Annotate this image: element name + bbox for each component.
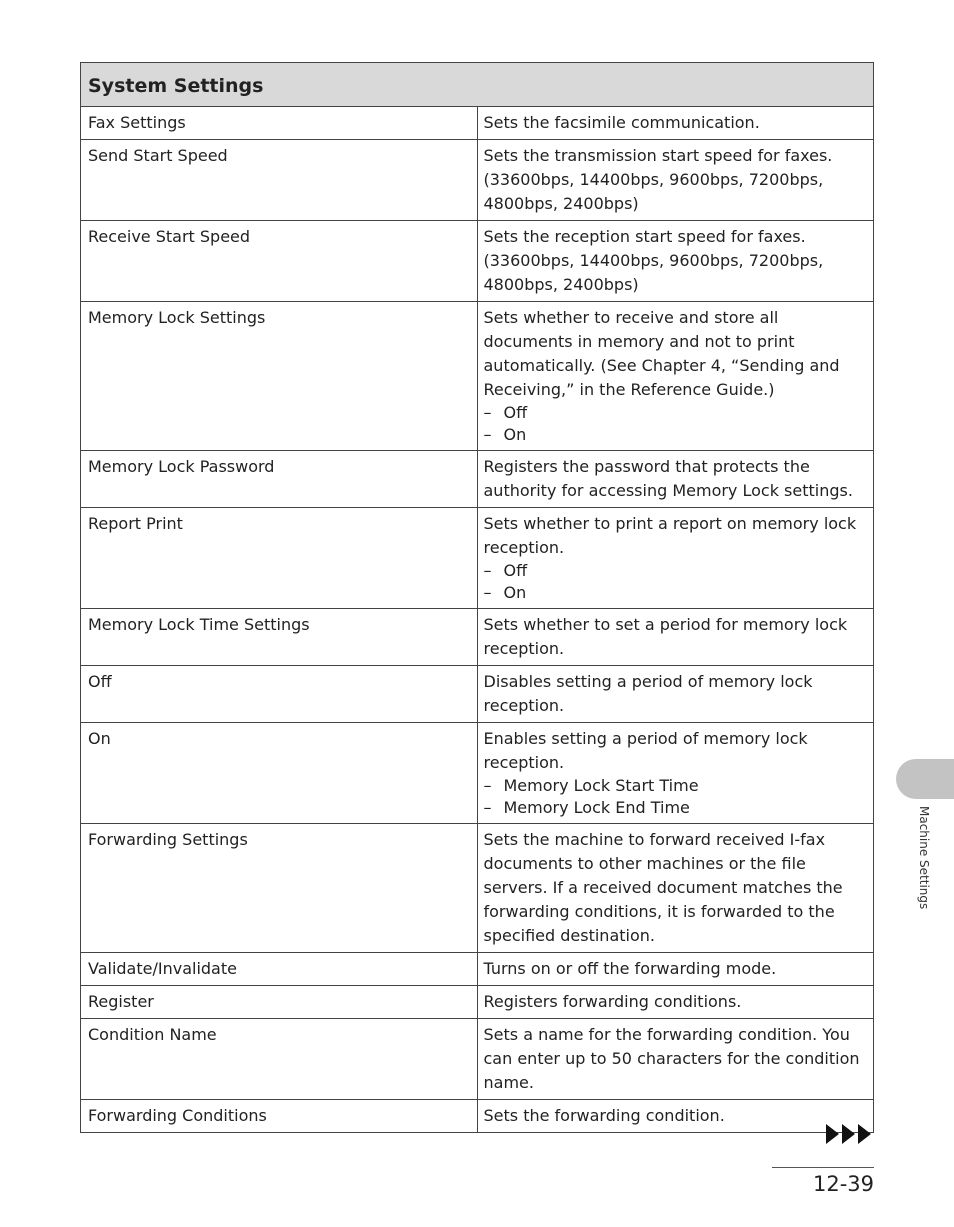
setting-description: Sets the transmission start speed for faxes. (33600bps, 14400bps, 9600bps, 7200bps, 4800bps, 2400bps) <box>483 146 833 213</box>
table-row <box>81 107 874 140</box>
setting-description-cell <box>477 451 874 508</box>
page-number-rule <box>772 1167 874 1168</box>
table-row <box>81 723 874 824</box>
setting-description-cell <box>477 1100 874 1133</box>
table-row <box>81 508 874 609</box>
setting-name: Forwarding Settings <box>81 824 478 953</box>
dash-bullet: – <box>483 798 492 817</box>
option-label: On <box>503 425 527 444</box>
setting-description-cell <box>477 508 874 609</box>
setting-description: Registers the password that protects the authority for accessing Memory Lock settings. <box>483 457 853 500</box>
setting-description-cell <box>477 723 874 824</box>
setting-description-cell <box>477 221 874 302</box>
setting-name: Memory Lock Password <box>81 451 478 508</box>
setting-description: Turns on or off the forwarding mode. <box>483 959 777 978</box>
table-row <box>81 666 874 723</box>
setting-name: Validate/Invalidate <box>81 953 478 986</box>
setting-name: Receive Start Speed <box>81 221 478 302</box>
settings-table <box>80 62 874 1133</box>
option-item <box>484 424 868 446</box>
table-row <box>81 986 874 1019</box>
dash-bullet: – <box>483 425 492 444</box>
setting-name: Fax Settings <box>81 107 478 140</box>
setting-description: Sets the forwarding condition. <box>483 1106 725 1125</box>
table-header-row <box>81 63 874 107</box>
setting-description-cell <box>477 986 874 1019</box>
table-row <box>81 953 874 986</box>
setting-description-cell <box>477 1019 874 1100</box>
setting-description: Sets a name for the forwarding condition. You can enter up to 50 characters for the condition name. <box>483 1025 860 1092</box>
setting-name: Memory Lock Time Settings <box>81 609 478 666</box>
setting-description-cell <box>477 302 874 451</box>
table-row <box>81 1100 874 1133</box>
setting-description-cell <box>477 140 874 221</box>
setting-description: Registers forwarding conditions. <box>483 992 742 1011</box>
setting-description: Sets whether to set a period for memory lock reception. <box>483 615 848 658</box>
setting-name: Register <box>81 986 478 1019</box>
setting-description: Disables setting a period of memory lock reception. <box>483 672 813 715</box>
setting-description: Sets the reception start speed for faxes. (33600bps, 14400bps, 9600bps, 7200bps, 4800bps, 2400bps) <box>483 227 824 294</box>
setting-description: Sets whether to receive and store all documents in memory and not to print automatically. (See Chapter 4, “Sending and Receiving,” in the Reference Guide.) <box>483 308 840 399</box>
option-label: Memory Lock Start Time <box>503 776 699 795</box>
setting-description-cell <box>477 824 874 953</box>
setting-description-cell <box>477 107 874 140</box>
dash-bullet: – <box>483 583 492 602</box>
option-item <box>484 560 868 582</box>
option-item <box>484 582 868 604</box>
setting-description: Sets the facsimile communication. <box>483 113 760 132</box>
option-item <box>484 775 868 797</box>
setting-name: Forwarding Conditions <box>81 1100 478 1133</box>
setting-name: Off <box>81 666 478 723</box>
setting-description: Enables setting a period of memory lock reception. <box>483 729 808 772</box>
setting-name: On <box>81 723 478 824</box>
setting-description-cell <box>477 609 874 666</box>
table-row <box>81 221 874 302</box>
chapter-tab-label: Machine Settings <box>917 806 931 910</box>
page-number: 12-39 <box>812 1172 874 1196</box>
table-title: System Settings <box>81 63 874 107</box>
chapter-tab <box>896 759 954 799</box>
setting-name: Report Print <box>81 508 478 609</box>
dash-bullet: – <box>483 776 492 795</box>
table-row <box>81 1019 874 1100</box>
setting-description: Sets the machine to forward received I-fax documents to other machines or the file servers. If a received document matches the forwarding conditions, it is forwarded to the specified destination. <box>483 830 843 945</box>
option-label: Off <box>503 561 528 580</box>
option-label: Memory Lock End Time <box>503 798 690 817</box>
table-row <box>81 824 874 953</box>
option-label: Off <box>503 403 528 422</box>
triple-arrow-icon <box>826 1124 874 1148</box>
dash-bullet: – <box>483 403 492 422</box>
table-row <box>81 140 874 221</box>
table-row <box>81 609 874 666</box>
setting-name: Memory Lock Settings <box>81 302 478 451</box>
option-item <box>484 402 868 424</box>
setting-description-cell <box>477 953 874 986</box>
table-row <box>81 302 874 451</box>
table-row <box>81 451 874 508</box>
option-item <box>484 797 868 819</box>
option-label: On <box>503 583 527 602</box>
setting-name: Send Start Speed <box>81 140 478 221</box>
setting-description-cell <box>477 666 874 723</box>
setting-description: Sets whether to print a report on memory lock reception. <box>483 514 857 557</box>
setting-name: Condition Name <box>81 1019 478 1100</box>
dash-bullet: – <box>483 561 492 580</box>
